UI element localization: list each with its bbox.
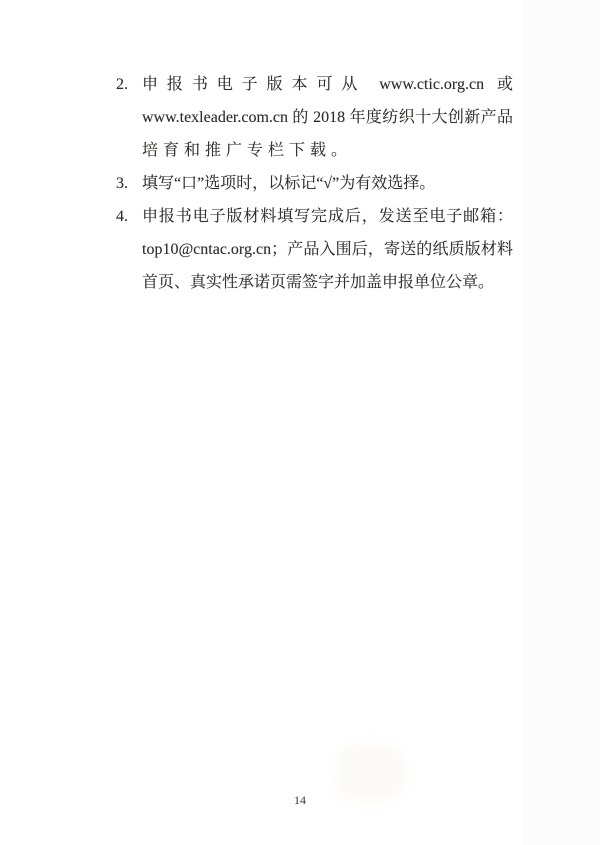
note-line: 首页、真实性承诺页需签字并加盖申报单位公章。 [142, 274, 495, 291]
note-content [142, 68, 513, 167]
note-content [142, 200, 513, 299]
note-line: 培育和推广专栏下载。 [142, 142, 353, 159]
note-item-4 [116, 200, 513, 299]
note-number: 4. [116, 208, 128, 225]
page-number: 14 [294, 793, 306, 807]
note-content [142, 167, 513, 200]
note-item-3 [116, 167, 513, 200]
note-line: 申报书电子版本可从 www.ctic.org.cn 或 [142, 76, 513, 93]
note-item-2 [116, 68, 513, 167]
note-line: 填写“口”选项时，以标记“√”为有效选择。 [142, 175, 436, 192]
note-line: www.texleader.com.cn 的 2018 年度纺织十大创新产品 [142, 109, 513, 126]
note-line: 申报书电子版材料填写完成后，发送至电子邮箱： [142, 208, 513, 225]
notes-list [116, 68, 513, 299]
note-number: 3. [116, 175, 128, 192]
note-line: top10@cntac.org.cn；产品入围后，寄送的纸质版材料 [142, 241, 513, 258]
note-number: 2. [116, 76, 128, 93]
scan-edge-band [522, 0, 600, 845]
